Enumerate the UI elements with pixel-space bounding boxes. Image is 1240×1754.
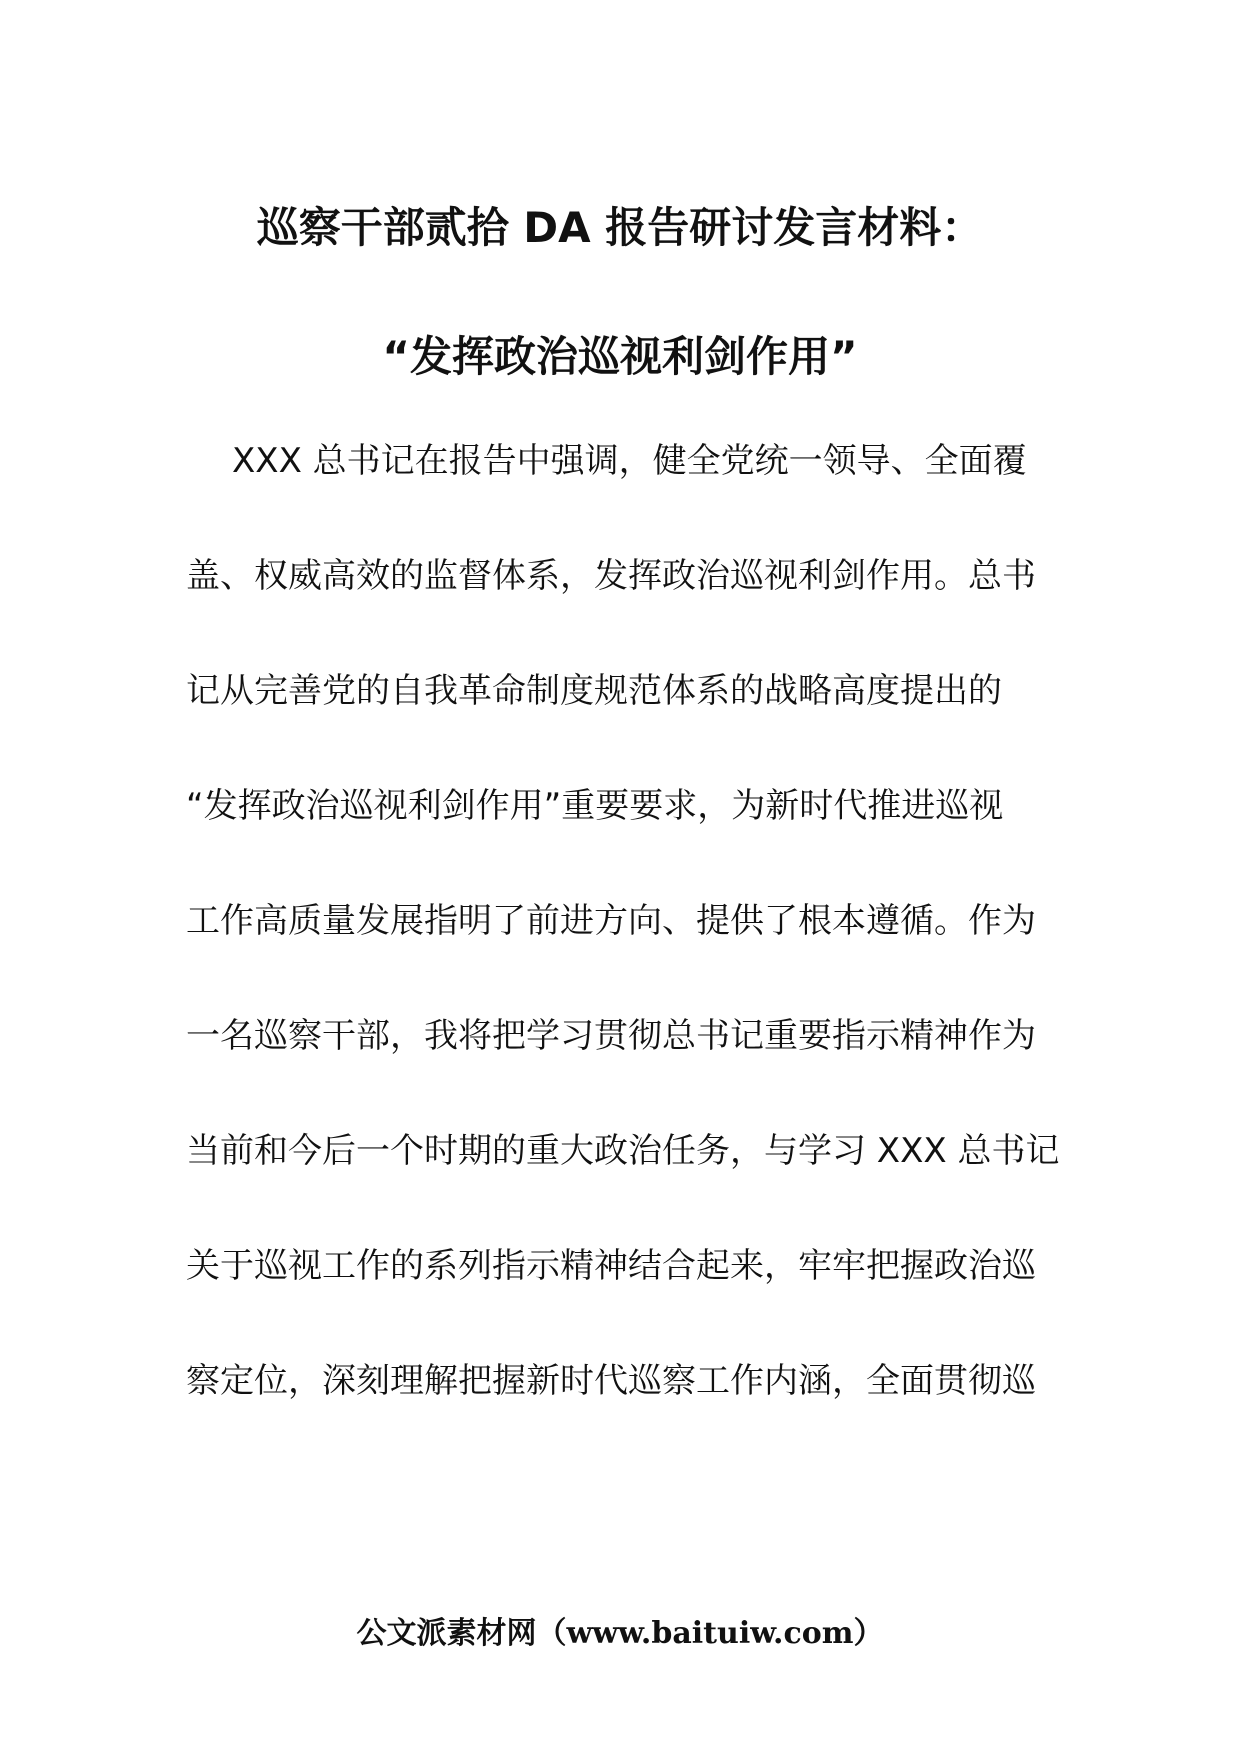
body-line: 察定位，深刻理解把握新时代巡察工作内涵，全面贯彻巡 [186,1361,1036,1401]
body-line: 当前和今后一个时期的重大政治任务，与学习 XXX 总书记 [186,1131,1060,1171]
body-line: 工作高质量发展指明了前进方向、提供了根本遵循。作为 [186,901,1036,941]
body-line: XXX 总书记在报告中强调，健全党统一领导、全面覆 [232,441,1027,481]
body-line: 关于巡视工作的系列指示精神结合起来，牢牢把握政治巡 [186,1246,1036,1286]
document-title-line-2: “发挥政治巡视利剑作用” [382,332,858,381]
body-line: 一名巡察干部，我将把学习贯彻总书记重要指示精神作为 [186,1016,1036,1056]
body-line: 盖、权威高效的监督体系，发挥政治巡视利剑作用。总书 [186,556,1036,596]
document-title-line-1: 巡察干部贰拾 DA 报告研讨发言材料： [256,203,984,252]
body-line: “发挥政治巡视利剑作用”重要要求，为新时代推进巡视 [186,786,1004,826]
body-line: 记从完善党的自我革命制度规范体系的战略高度提出的 [186,671,1002,711]
footer-source-text: 公文派素材网（www.baituiw.com） [356,1616,884,1651]
